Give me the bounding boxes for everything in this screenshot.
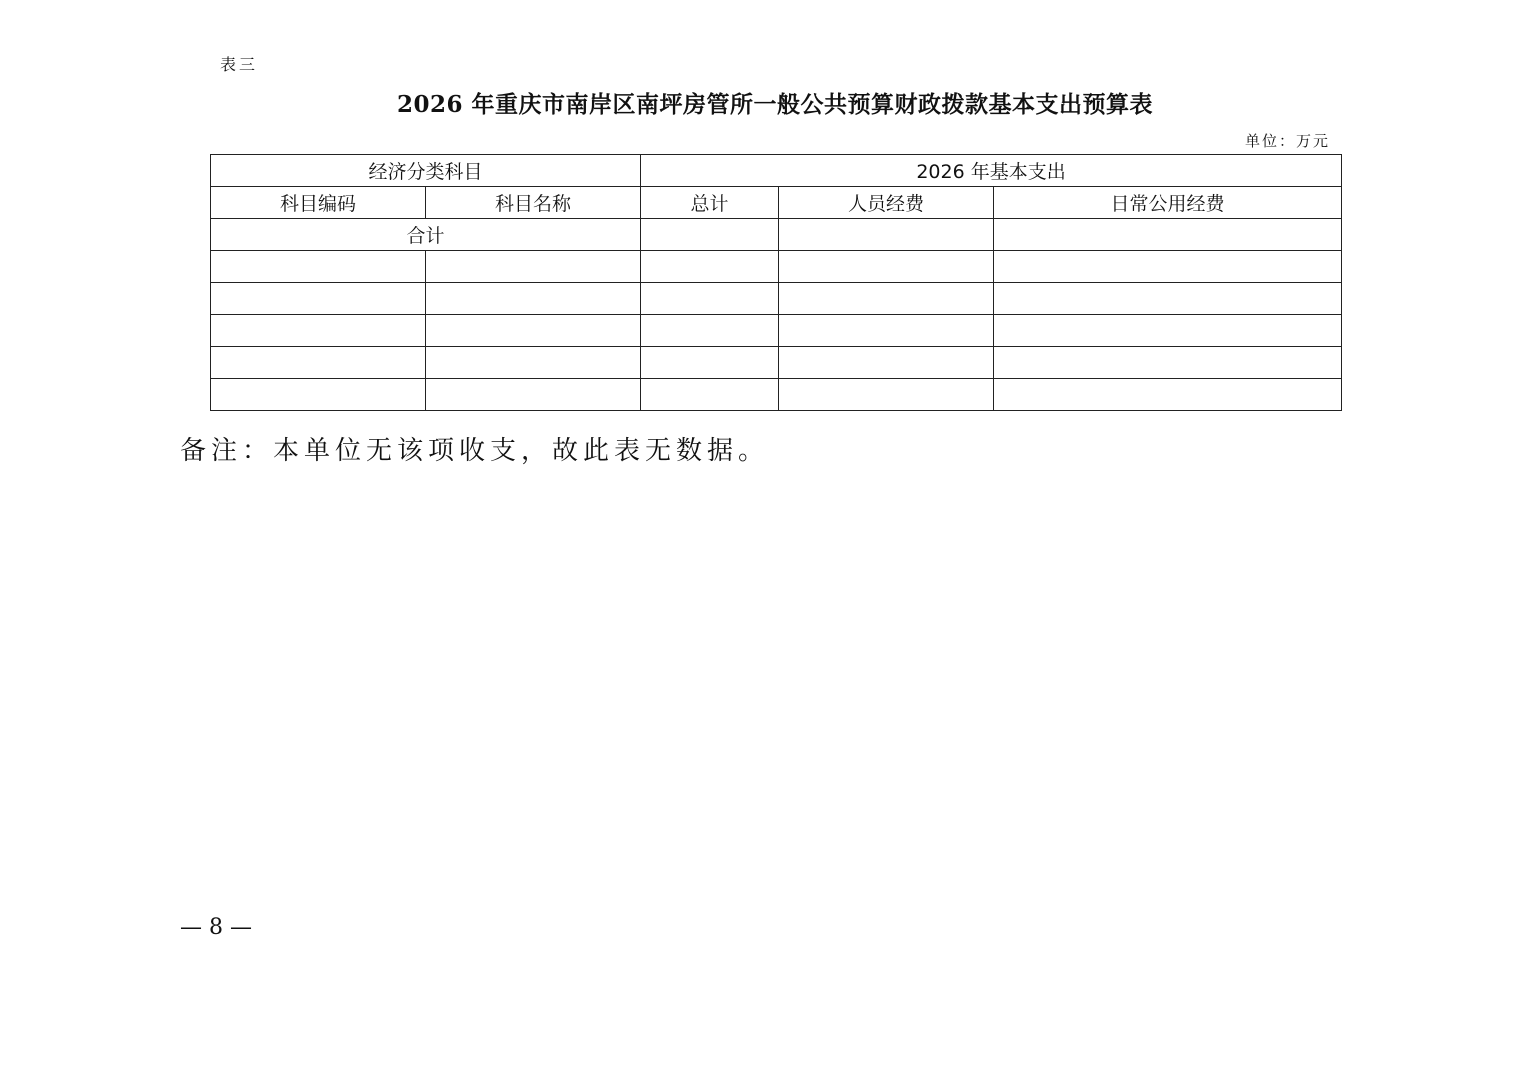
column-header-daily-public-expenses: 日常公用经费 xyxy=(994,187,1342,219)
remark-note: 备注：本单位无该项收支，故此表无数据。 xyxy=(180,436,770,466)
column-header-total: 总计 xyxy=(641,187,779,219)
table-row xyxy=(211,379,1342,411)
table-cell xyxy=(994,315,1342,347)
table-cell xyxy=(211,379,426,411)
table-cell xyxy=(779,347,994,379)
page-number: — 8 — xyxy=(180,915,252,940)
group-header-basic-expenditure: 2026 年基本支出 xyxy=(641,155,1342,187)
table-cell xyxy=(211,347,426,379)
group-header-row xyxy=(211,155,1342,187)
group-header-economic-classification: 经济分类科目 xyxy=(211,155,641,187)
table-cell xyxy=(641,283,779,315)
table-cell xyxy=(641,315,779,347)
table-cell xyxy=(994,379,1342,411)
table-cell xyxy=(994,251,1342,283)
total-cell xyxy=(994,219,1342,251)
column-header-subject-name: 科目名称 xyxy=(426,187,641,219)
total-row xyxy=(211,219,1342,251)
table-cell xyxy=(641,379,779,411)
total-cell xyxy=(641,219,779,251)
table-cell xyxy=(426,315,641,347)
table-row xyxy=(211,315,1342,347)
table-cell xyxy=(211,283,426,315)
table-cell xyxy=(426,379,641,411)
table-cell xyxy=(779,379,994,411)
table-cell xyxy=(994,283,1342,315)
table-cell xyxy=(994,347,1342,379)
table-cell xyxy=(641,347,779,379)
budget-table xyxy=(210,154,1342,411)
table-row xyxy=(211,251,1342,283)
table-cell xyxy=(779,315,994,347)
total-cell xyxy=(779,219,994,251)
table-cell xyxy=(641,251,779,283)
table-cell xyxy=(211,315,426,347)
column-header-subject-code: 科目编码 xyxy=(211,187,426,219)
table-row xyxy=(211,347,1342,379)
table-cell xyxy=(426,283,641,315)
table-cell xyxy=(426,251,641,283)
table-cell xyxy=(779,283,994,315)
table-cell xyxy=(426,347,641,379)
column-header-personnel-expenses: 人员经费 xyxy=(779,187,994,219)
table-cell xyxy=(779,251,994,283)
page-title: 2026 年重庆市南岸区南坪房管所一般公共预算财政拨款基本支出预算表 xyxy=(396,91,1154,118)
column-header-row xyxy=(211,187,1342,219)
total-row-label: 合计 xyxy=(211,219,641,251)
table-label: 表三 xyxy=(220,55,259,74)
table-row xyxy=(211,283,1342,315)
table-cell xyxy=(211,251,426,283)
unit-label: 单位：万元 xyxy=(1244,132,1330,150)
